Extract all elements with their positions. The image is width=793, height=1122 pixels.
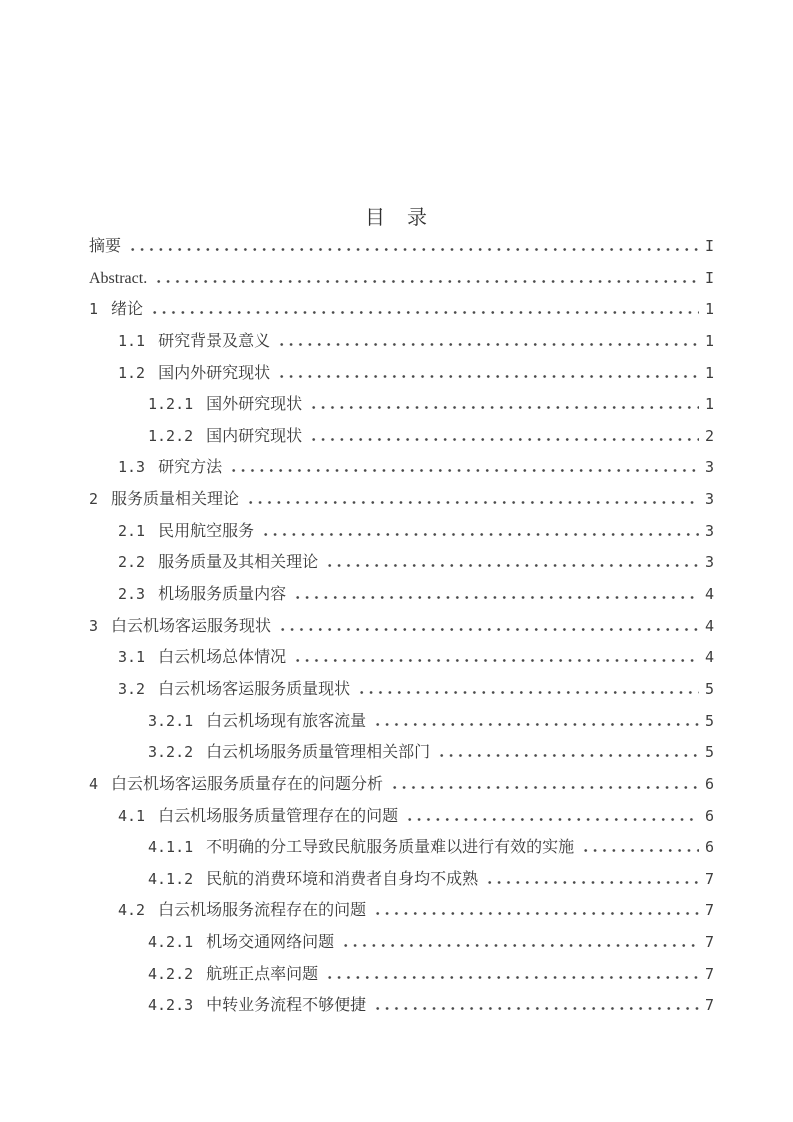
dot-leader bbox=[128, 248, 699, 251]
toc-entry-page: 1 bbox=[704, 363, 714, 382]
dot-leader bbox=[261, 533, 699, 536]
toc-entry-number: 3.2 bbox=[118, 679, 146, 698]
toc-entry bbox=[89, 230, 714, 262]
toc-entry-title: 研究背景及意义 bbox=[158, 332, 271, 350]
dot-leader bbox=[341, 944, 699, 947]
toc-entry-page: 7 bbox=[704, 996, 714, 1015]
toc-entry-page: 3 bbox=[704, 490, 714, 509]
dot-leader bbox=[390, 786, 699, 789]
toc-entry-number: 4 bbox=[89, 774, 99, 793]
dot-leader bbox=[309, 406, 699, 409]
toc-entry-title: 服务质量相关理论 bbox=[111, 491, 240, 509]
toc-entry-number: 3.2.1 bbox=[148, 711, 194, 730]
dot-leader bbox=[309, 438, 699, 441]
toc-entry-page: 7 bbox=[704, 901, 714, 920]
toc-entry-page: 5 bbox=[704, 711, 714, 730]
toc-entry-title: 白云机场服务质量管理存在的问题 bbox=[158, 807, 399, 825]
toc-entry bbox=[89, 325, 714, 357]
toc-entry-number: 2.3 bbox=[118, 585, 146, 604]
dot-leader bbox=[277, 375, 699, 378]
dot-leader bbox=[150, 311, 699, 314]
toc-entry bbox=[89, 262, 714, 294]
toc-entry-number: 4.1 bbox=[118, 806, 146, 825]
toc-entry-title: 白云机场客运服务质量现状 bbox=[158, 680, 351, 698]
toc-entry-number: 2 bbox=[89, 490, 99, 509]
dot-leader bbox=[325, 976, 699, 979]
toc-entry bbox=[89, 800, 714, 832]
toc-entry bbox=[89, 894, 714, 926]
toc-entry bbox=[89, 293, 714, 325]
toc-entry bbox=[89, 768, 714, 800]
toc-entry-page: 1 bbox=[704, 395, 714, 414]
toc-entry bbox=[89, 673, 714, 705]
toc-entry bbox=[89, 420, 714, 452]
page-title: 目 录 bbox=[365, 207, 428, 229]
toc-entry bbox=[89, 705, 714, 737]
toc-entry-title: 白云机场服务质量管理相关部门 bbox=[206, 744, 431, 762]
dot-leader bbox=[325, 564, 699, 567]
dot-leader bbox=[293, 659, 699, 662]
toc-entry-number: 3 bbox=[89, 616, 99, 635]
toc-entry-page: 6 bbox=[704, 774, 714, 793]
toc-entry-page: 7 bbox=[704, 933, 714, 952]
dot-leader bbox=[357, 691, 699, 694]
dot-leader bbox=[277, 343, 699, 346]
toc-entry-number: 4.2.2 bbox=[148, 964, 194, 983]
toc-entry-number: 3.2.2 bbox=[148, 743, 194, 762]
toc-entry-title: 中转业务流程不够便捷 bbox=[206, 997, 367, 1015]
toc-entry-title: 白云机场服务流程存在的问题 bbox=[158, 902, 367, 920]
toc-entry-title: 民航的消费环境和消费者自身均不成熟 bbox=[206, 870, 479, 888]
dot-leader bbox=[229, 469, 699, 472]
toc-entry-page: 7 bbox=[704, 869, 714, 888]
toc-entry-title: 国内外研究现状 bbox=[158, 364, 271, 382]
dot-leader bbox=[293, 596, 699, 599]
toc-entry-page: 7 bbox=[704, 964, 714, 983]
toc-entry bbox=[89, 451, 714, 483]
toc-entry-title: 摘要 bbox=[89, 238, 122, 255]
toc-entry-title: 白云机场客运服务现状 bbox=[111, 617, 272, 635]
table-of-contents bbox=[89, 230, 714, 1021]
toc-entry bbox=[89, 610, 714, 642]
toc-entry-page: 3 bbox=[704, 553, 714, 572]
toc-entry-page: 5 bbox=[704, 679, 714, 698]
toc-entry bbox=[89, 357, 714, 389]
toc-entry bbox=[89, 388, 714, 420]
toc-entry-page: 3 bbox=[704, 521, 714, 540]
toc-entry bbox=[89, 926, 714, 958]
toc-entry-title: Abstract. bbox=[89, 269, 148, 287]
dot-leader bbox=[373, 723, 699, 726]
toc-entry bbox=[89, 831, 714, 863]
toc-entry-title: 不明确的分工导致民航服务质量难以进行有效的实施 bbox=[206, 839, 575, 857]
toc-entry-number: 4.2.1 bbox=[148, 933, 194, 952]
toc-entry-title: 国内研究现状 bbox=[206, 427, 303, 445]
toc-entry-number: 1.3 bbox=[118, 458, 146, 477]
dot-leader bbox=[485, 881, 699, 884]
toc-entry bbox=[89, 736, 714, 768]
toc-entry-title: 研究方法 bbox=[158, 459, 223, 477]
dot-leader bbox=[373, 912, 699, 915]
toc-entry-page: 6 bbox=[704, 806, 714, 825]
toc-entry-title: 白云机场现有旅客流量 bbox=[206, 712, 367, 730]
toc-entry-number: 1.2 bbox=[118, 363, 146, 382]
dot-leader bbox=[581, 849, 699, 852]
toc-entry-number: 1.2.2 bbox=[148, 426, 194, 445]
toc-entry-title: 国外研究现状 bbox=[206, 396, 303, 414]
dot-leader bbox=[373, 1007, 699, 1010]
dot-leader bbox=[405, 818, 699, 821]
toc-entry bbox=[89, 546, 714, 578]
toc-entry-number: 3.1 bbox=[118, 648, 146, 667]
toc-entry-title: 机场交通网络问题 bbox=[206, 934, 335, 952]
toc-entry-number: 4.2 bbox=[118, 901, 146, 920]
dot-leader bbox=[278, 628, 699, 631]
toc-entry-page: 5 bbox=[704, 743, 714, 762]
toc-entry-page: 3 bbox=[704, 458, 714, 477]
toc-entry-page: 4 bbox=[704, 585, 714, 604]
toc-entry bbox=[89, 989, 714, 1021]
toc-entry-page: 4 bbox=[704, 648, 714, 667]
toc-entry-page: 6 bbox=[704, 838, 714, 857]
toc-entry-page: 4 bbox=[704, 616, 714, 635]
toc-entry-number: 1.2.1 bbox=[148, 395, 194, 414]
toc-entry-title: 白云机场客运服务质量存在的问题分析 bbox=[111, 775, 384, 793]
toc-entry-number: 2.1 bbox=[118, 521, 146, 540]
toc-entry-number: 4.1.2 bbox=[148, 869, 194, 888]
toc-entry-number: 4.1.1 bbox=[148, 838, 194, 857]
toc-entry bbox=[89, 515, 714, 547]
toc-entry-title: 绪论 bbox=[111, 301, 144, 319]
toc-entry-number: 4.2.3 bbox=[148, 996, 194, 1015]
toc-entry bbox=[89, 483, 714, 515]
toc-entry-title: 民用航空服务 bbox=[158, 522, 255, 540]
toc-entry-page: I bbox=[704, 268, 714, 287]
toc-entry-page: I bbox=[704, 237, 714, 255]
toc-entry-page: 1 bbox=[704, 331, 714, 350]
toc-entry bbox=[89, 863, 714, 895]
toc-entry bbox=[89, 578, 714, 610]
toc-entry bbox=[89, 641, 714, 673]
toc-entry-title: 航班正点率问题 bbox=[206, 965, 319, 983]
toc-entry-title: 白云机场总体情况 bbox=[158, 649, 287, 667]
dot-leader bbox=[437, 754, 699, 757]
dot-leader bbox=[246, 501, 699, 504]
toc-entry-page: 1 bbox=[704, 300, 714, 319]
toc-entry-number: 1 bbox=[89, 300, 99, 319]
toc-entry-title: 服务质量及其相关理论 bbox=[158, 554, 319, 572]
toc-entry-number: 2.2 bbox=[118, 553, 146, 572]
toc-entry-number: 1.1 bbox=[118, 331, 146, 350]
toc-entry-page: 2 bbox=[704, 426, 714, 445]
dot-leader bbox=[154, 280, 699, 283]
toc-entry bbox=[89, 958, 714, 990]
toc-entry-title: 机场服务质量内容 bbox=[158, 586, 287, 604]
